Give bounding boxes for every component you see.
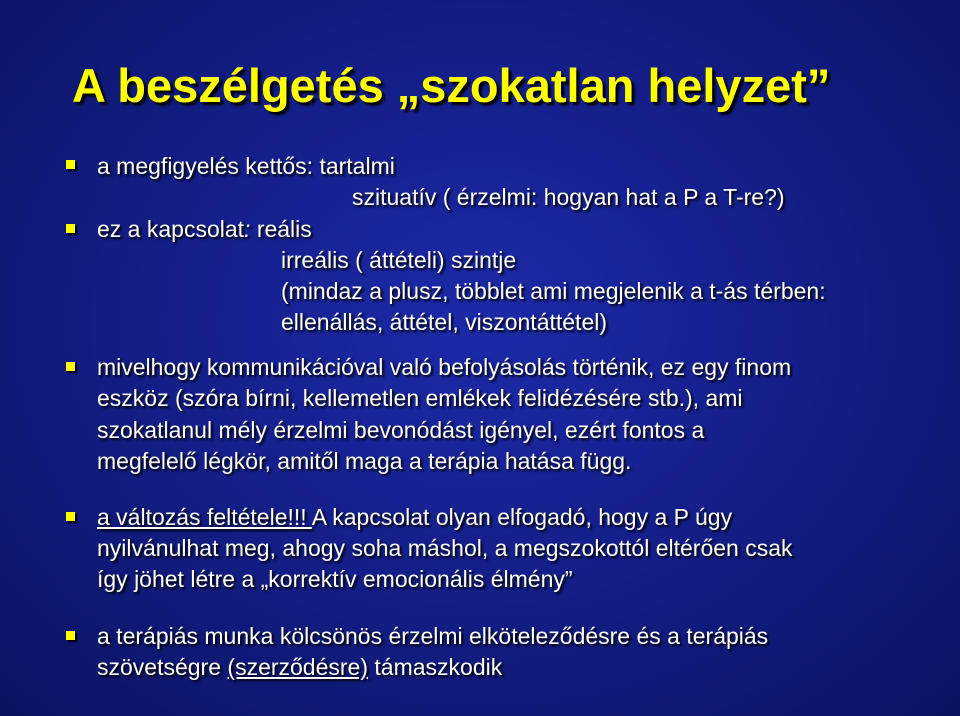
bullet2-line4: ellenállás, áttétel, viszontáttétel) — [281, 309, 608, 335]
bullet2-line2: irreális ( áttételi) szintje — [281, 247, 517, 273]
bullet-marker — [66, 160, 75, 169]
bullet2-line1 — [97, 216, 312, 243]
bullet5-line2-a: szövetségre — [97, 654, 228, 680]
bullet4-line1 — [97, 504, 732, 531]
bullet3-line3: szokatlanul mély érzelmi bevonódást igényel, ezért fontos a — [97, 417, 705, 443]
bullet5-underlined: (szerződésre) — [227, 654, 369, 680]
bullet4-line3: így jöhet létre a „korrektív emocionális élmény” — [97, 566, 573, 592]
bullet3-line1: mivelhogy kommunikációval való befolyásolás történik, ez egy finom — [97, 354, 792, 380]
bullet-marker — [66, 362, 75, 371]
bullet-marker — [66, 512, 75, 521]
bullet1-line1: a megfigyelés kettős: tartalmi — [97, 153, 395, 179]
bullet3-line4: megfelelő légkör, amitől maga a terápia hatása függ. — [97, 448, 632, 474]
bullet2-line1-colon: : — [244, 216, 257, 242]
bullet2-line3: (mindaz a plusz, többlet ami megjelenik a t-ás térben: — [281, 278, 826, 304]
bullet-marker — [66, 631, 75, 640]
bullet-marker — [66, 224, 75, 233]
slide-title: A beszélgetés „szokatlan helyzet” — [72, 59, 831, 112]
bullet1-line2: szituatív ( érzelmi: hogyan hat a P a T-re?) — [352, 184, 785, 210]
bullet4-underlined: a változás feltétele!!! — [97, 504, 312, 530]
bullet2-line1-a: ez a kapcsolat — [97, 216, 245, 242]
bullet5-line2 — [97, 654, 502, 681]
bullet5-line1: a terápiás munka kölcsönös érzelmi elköteleződésre és a terápiás — [97, 623, 769, 649]
bullet5-line2-b: támaszkodik — [368, 654, 503, 680]
bullet4-line2: nyilvánulhat meg, ahogy soha máshol, a megszokottól eltérően csak — [97, 535, 793, 561]
bullet2-line1-c: reális — [256, 216, 312, 242]
bullet3-line2: eszköz (szóra bírni, kellemetlen emlékek felidézésére stb.), ami — [97, 385, 743, 411]
bullet4-line1-rest: A kapcsolat olyan elfogadó, hogy a P úgy — [311, 504, 733, 530]
